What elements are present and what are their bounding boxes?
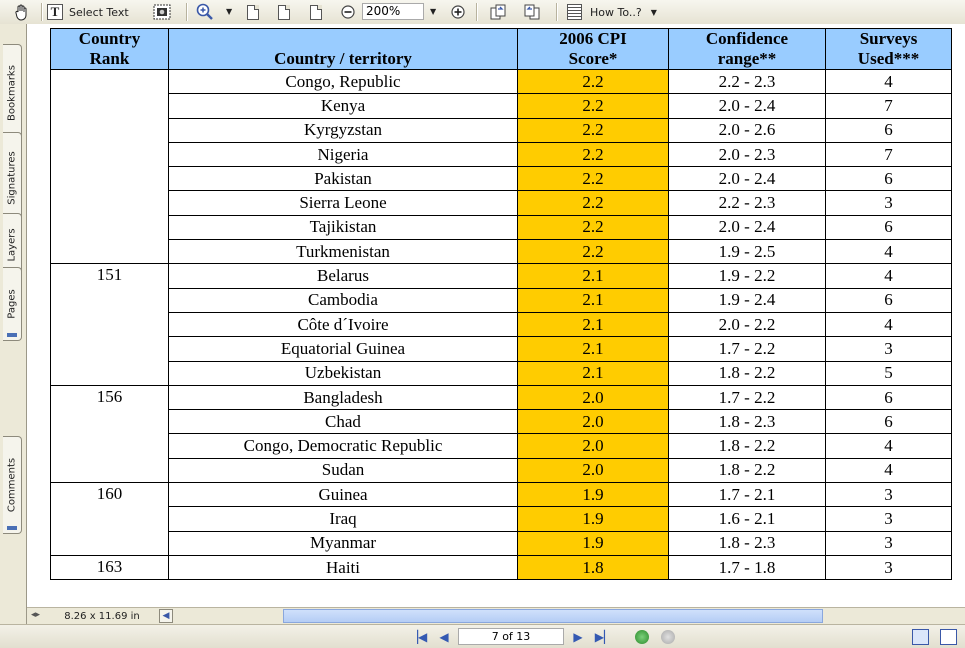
surveys-used-cell: 3 bbox=[826, 531, 952, 555]
confidence-range-cell: 1.7 - 2.2 bbox=[669, 385, 826, 409]
confidence-range-cell: 2.0 - 2.6 bbox=[669, 118, 826, 142]
confidence-range-cell: 1.8 - 2.3 bbox=[669, 410, 826, 434]
surveys-used-cell: 6 bbox=[826, 215, 952, 239]
confidence-range-cell: 1.8 - 2.2 bbox=[669, 361, 826, 385]
scroll-left-icon[interactable]: ◀ bbox=[159, 609, 173, 623]
table-row bbox=[51, 337, 952, 361]
select-text-label: Select Text bbox=[69, 5, 129, 19]
last-page-icon[interactable]: ▶▏ bbox=[594, 630, 614, 644]
cpi-score-cell: 2.1 bbox=[518, 288, 669, 312]
table-row bbox=[51, 458, 952, 482]
how-to-button[interactable] bbox=[567, 0, 657, 24]
cpi-score-cell: 2.2 bbox=[518, 94, 669, 118]
cpi-score-cell: 2.0 bbox=[518, 410, 669, 434]
confidence-range-cell: 2.0 - 2.4 bbox=[669, 94, 826, 118]
tab-pages-label: Pages bbox=[6, 289, 18, 319]
table-row bbox=[51, 531, 952, 555]
zoom-out-icon[interactable] bbox=[338, 2, 358, 22]
surveys-used-cell: 7 bbox=[826, 94, 952, 118]
country-cell: Kyrgyzstan bbox=[169, 118, 518, 142]
confidence-range-cell: 1.7 - 1.8 bbox=[669, 555, 826, 579]
surveys-used-cell: 3 bbox=[826, 483, 952, 507]
single-page-layout-icon[interactable] bbox=[912, 629, 929, 645]
rank-cell: 151 bbox=[51, 264, 169, 385]
table-row bbox=[51, 555, 952, 579]
header-surveys-used: Surveys Used*** bbox=[826, 29, 952, 70]
surveys-used-cell: 4 bbox=[826, 70, 952, 94]
country-cell: Turkmenistan bbox=[169, 240, 518, 264]
rotate-clockwise-icon[interactable] bbox=[488, 2, 508, 22]
surveys-used-cell: 6 bbox=[826, 118, 952, 142]
country-cell: Côte d´Ivoire bbox=[169, 312, 518, 336]
next-view-icon[interactable] bbox=[661, 630, 675, 644]
header-country-rank: Country Rank bbox=[51, 29, 169, 70]
country-cell: Haiti bbox=[169, 555, 518, 579]
fit-page-icon[interactable] bbox=[274, 2, 294, 22]
cpi-score-cell: 2.2 bbox=[518, 70, 669, 94]
cpi-score-cell: 2.0 bbox=[518, 434, 669, 458]
cpi-score-cell: 2.2 bbox=[518, 142, 669, 166]
cpi-score-cell: 2.0 bbox=[518, 458, 669, 482]
surveys-used-cell: 5 bbox=[826, 361, 952, 385]
rank-cell: 156 bbox=[51, 385, 169, 482]
surveys-used-cell: 4 bbox=[826, 434, 952, 458]
confidence-range-cell: 1.6 - 2.1 bbox=[669, 507, 826, 531]
confidence-range-cell: 2.0 - 2.3 bbox=[669, 142, 826, 166]
surveys-used-cell: 4 bbox=[826, 458, 952, 482]
cpi-score-cell: 2.2 bbox=[518, 215, 669, 239]
confidence-range-cell: 2.2 - 2.3 bbox=[669, 70, 826, 94]
surveys-used-cell: 4 bbox=[826, 264, 952, 288]
confidence-range-cell: 2.0 - 2.4 bbox=[669, 167, 826, 191]
country-cell: Myanmar bbox=[169, 531, 518, 555]
how-to-dropdown-icon: ▼ bbox=[650, 7, 657, 17]
cpi-score-cell: 2.2 bbox=[518, 240, 669, 264]
confidence-range-cell: 1.8 - 2.2 bbox=[669, 434, 826, 458]
document-view[interactable] bbox=[27, 24, 965, 607]
cpi-score-cell: 2.2 bbox=[518, 118, 669, 142]
cpi-score-cell: 2.1 bbox=[518, 361, 669, 385]
confidence-range-cell: 1.8 - 2.3 bbox=[669, 531, 826, 555]
cpi-score-cell: 2.0 bbox=[518, 385, 669, 409]
country-cell: Uzbekistan bbox=[169, 361, 518, 385]
rank-cell bbox=[51, 70, 169, 264]
table-row bbox=[51, 142, 952, 166]
cpi-score-cell: 2.1 bbox=[518, 312, 669, 336]
rank-cell: 163 bbox=[51, 555, 169, 579]
table-header-row bbox=[51, 29, 952, 70]
first-page-icon[interactable]: ▕◀ bbox=[408, 630, 428, 644]
confidence-range-cell: 1.9 - 2.5 bbox=[669, 240, 826, 264]
horizontal-scrollbar[interactable] bbox=[27, 607, 965, 625]
header-confidence-range: Confidence range** bbox=[669, 29, 826, 70]
surveys-used-cell: 6 bbox=[826, 288, 952, 312]
table-row bbox=[51, 264, 952, 288]
country-cell: Congo, Democratic Republic bbox=[169, 434, 518, 458]
surveys-used-cell: 6 bbox=[826, 385, 952, 409]
snapshot-icon[interactable] bbox=[152, 2, 172, 22]
surveys-used-cell: 3 bbox=[826, 337, 952, 361]
confidence-range-cell: 2.0 - 2.4 bbox=[669, 215, 826, 239]
surveys-used-cell: 4 bbox=[826, 312, 952, 336]
table-row bbox=[51, 312, 952, 336]
table-row bbox=[51, 288, 952, 312]
previous-view-icon[interactable] bbox=[635, 630, 649, 644]
next-page-icon[interactable]: ▶ bbox=[573, 630, 583, 644]
hand-tool-icon[interactable] bbox=[12, 2, 32, 22]
table-row bbox=[51, 410, 952, 434]
table-row bbox=[51, 385, 952, 409]
actual-size-icon[interactable] bbox=[243, 2, 263, 22]
surveys-used-cell: 3 bbox=[826, 555, 952, 579]
table-row bbox=[51, 94, 952, 118]
zoom-in-icon[interactable] bbox=[195, 2, 215, 22]
country-cell: Nigeria bbox=[169, 142, 518, 166]
header-country-territory: Country / territory bbox=[169, 29, 518, 70]
table-row bbox=[51, 191, 952, 215]
cpi-score-cell: 1.9 bbox=[518, 507, 669, 531]
country-cell: Congo, Republic bbox=[169, 70, 518, 94]
zoom-in-plus-icon[interactable] bbox=[448, 2, 468, 22]
rank-cell: 160 bbox=[51, 483, 169, 556]
surveys-used-cell: 4 bbox=[826, 240, 952, 264]
cpi-score-cell: 1.9 bbox=[518, 483, 669, 507]
navigation-pane-tabs bbox=[0, 24, 27, 624]
how-to-label: How To..? bbox=[590, 5, 642, 19]
country-cell: Bangladesh bbox=[169, 385, 518, 409]
confidence-range-cell: 2.0 - 2.2 bbox=[669, 312, 826, 336]
tab-bookmarks[interactable] bbox=[3, 44, 22, 142]
table-row bbox=[51, 240, 952, 264]
how-to-icon bbox=[567, 4, 582, 20]
country-cell: Kenya bbox=[169, 94, 518, 118]
tab-signatures-label: Signatures bbox=[6, 151, 18, 205]
table-row bbox=[51, 434, 952, 458]
scrollbar-thumb[interactable] bbox=[283, 609, 823, 623]
split-handle-icon[interactable]: ◂▸ bbox=[31, 610, 41, 620]
confidence-range-cell: 1.8 - 2.2 bbox=[669, 458, 826, 482]
country-cell: Guinea bbox=[169, 483, 518, 507]
zoom-tool-dropdown-icon[interactable]: ▼ bbox=[226, 7, 233, 16]
table-row bbox=[51, 70, 952, 94]
previous-page-icon[interactable]: ◀ bbox=[439, 630, 449, 644]
tab-bookmarks-label: Bookmarks bbox=[6, 65, 18, 121]
confidence-range-cell: 2.2 - 2.3 bbox=[669, 191, 826, 215]
table-row bbox=[51, 361, 952, 385]
surveys-used-cell: 6 bbox=[826, 410, 952, 434]
confidence-range-cell: 1.7 - 2.1 bbox=[669, 483, 826, 507]
surveys-used-cell: 7 bbox=[826, 142, 952, 166]
cpi-score-cell: 2.1 bbox=[518, 337, 669, 361]
cpi-table bbox=[50, 28, 952, 580]
text-cursor-icon: T bbox=[47, 4, 63, 20]
country-cell: Sudan bbox=[169, 458, 518, 482]
tab-comments[interactable] bbox=[3, 436, 22, 534]
surveys-used-cell: 3 bbox=[826, 507, 952, 531]
country-cell: Sierra Leone bbox=[169, 191, 518, 215]
table-row bbox=[51, 483, 952, 507]
toolbar bbox=[0, 0, 965, 25]
country-cell: Chad bbox=[169, 410, 518, 434]
tab-signatures[interactable] bbox=[3, 132, 22, 224]
zoom-level-field[interactable]: 200% bbox=[362, 3, 424, 20]
country-cell: Equatorial Guinea bbox=[169, 337, 518, 361]
cpi-score-cell: 2.2 bbox=[518, 167, 669, 191]
continuous-layout-icon[interactable] bbox=[940, 629, 957, 645]
surveys-used-cell: 6 bbox=[826, 167, 952, 191]
page-number-field[interactable]: 7 of 13 bbox=[458, 628, 564, 645]
header-cpi-score: 2006 CPI Score* bbox=[518, 29, 669, 70]
country-cell: Belarus bbox=[169, 264, 518, 288]
tab-comments-label: Comments bbox=[6, 457, 18, 513]
rotate-counterclockwise-icon[interactable] bbox=[522, 2, 542, 22]
country-cell: Iraq bbox=[169, 507, 518, 531]
country-cell: Pakistan bbox=[169, 167, 518, 191]
table-row bbox=[51, 118, 952, 142]
confidence-range-cell: 1.9 - 2.2 bbox=[669, 264, 826, 288]
surveys-used-cell: 3 bbox=[826, 191, 952, 215]
country-cell: Tajikistan bbox=[169, 215, 518, 239]
cpi-score-cell: 2.1 bbox=[518, 264, 669, 288]
cpi-score-cell: 1.8 bbox=[518, 555, 669, 579]
page-size-readout: 8.26 x 11.69 in bbox=[64, 611, 140, 622]
tab-layers-label: Layers bbox=[6, 228, 18, 262]
cpi-score-cell: 1.9 bbox=[518, 531, 669, 555]
table-row bbox=[51, 507, 952, 531]
confidence-range-cell: 1.9 - 2.4 bbox=[669, 288, 826, 312]
table-row bbox=[51, 215, 952, 239]
select-text-button[interactable] bbox=[47, 0, 129, 24]
zoom-level-dropdown-icon[interactable]: ▼ bbox=[430, 7, 437, 16]
fit-width-icon[interactable] bbox=[306, 2, 326, 22]
table-row bbox=[51, 167, 952, 191]
confidence-range-cell: 1.7 - 2.2 bbox=[669, 337, 826, 361]
tab-pages[interactable] bbox=[3, 267, 22, 341]
cpi-score-cell: 2.2 bbox=[518, 191, 669, 215]
page-navigation-bar bbox=[0, 624, 965, 648]
country-cell: Cambodia bbox=[169, 288, 518, 312]
